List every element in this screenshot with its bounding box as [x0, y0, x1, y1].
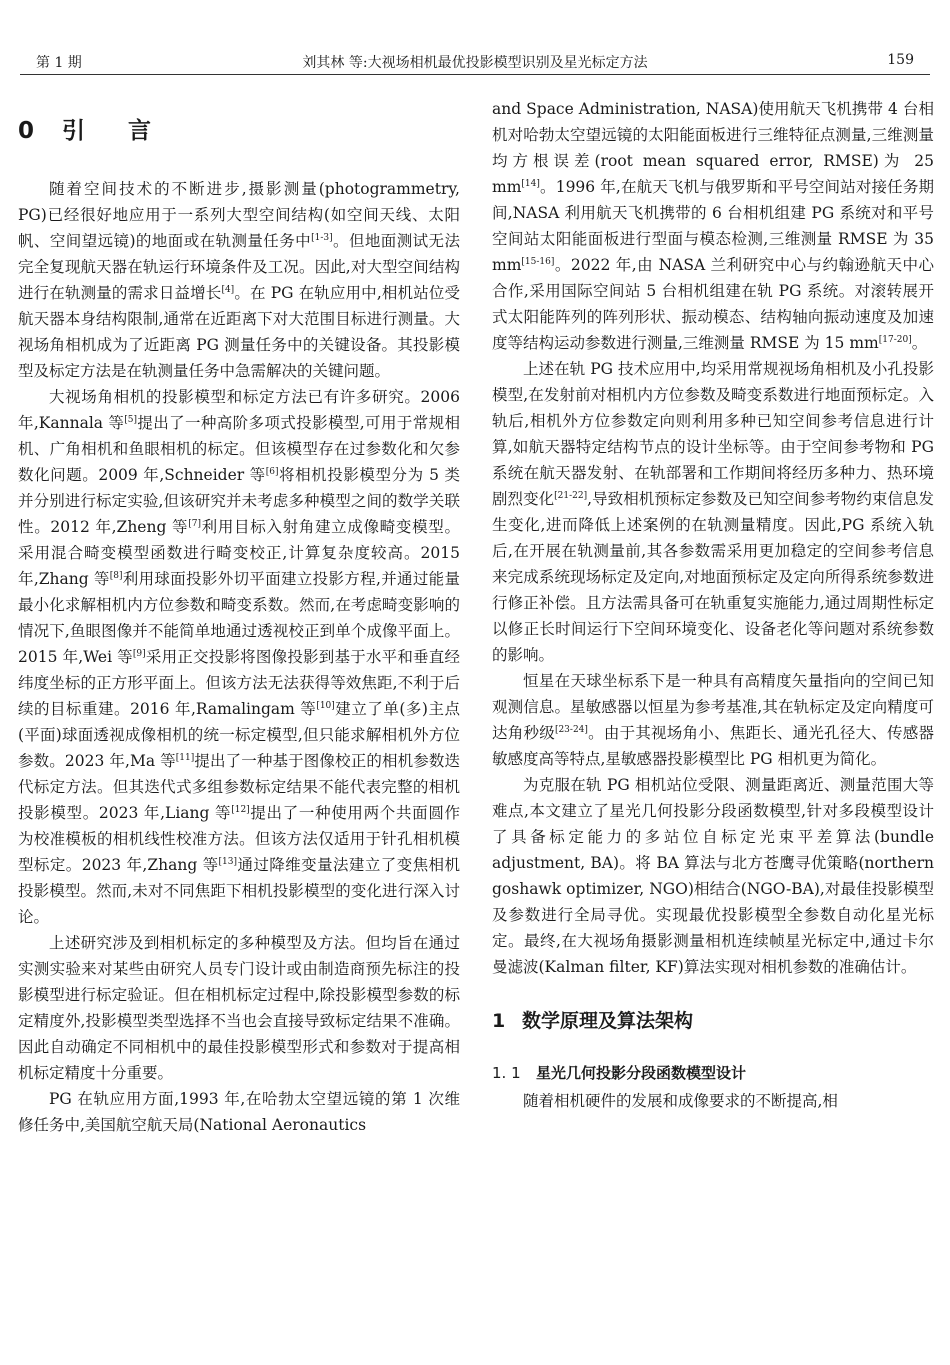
citation: [17-20] [878, 335, 912, 345]
text-run: 。 [911, 334, 928, 352]
text-run: 采用正交投影将图像投影到基于水平和垂直经纬度坐标的正方形平面上。但该方法无法获得等效焦距,不利于后续的目标重建。2016 年,Ramalingam 等 [18, 648, 460, 718]
page-number: 159 [887, 52, 914, 68]
issue-number: 第 1 期 [36, 55, 82, 71]
text-run: 。由于其视场角小、焦距长、通光孔径大、传感器敏感度高等特点,星敏感器投影模型比 PG 相机更为简化。 [492, 724, 934, 768]
citation: [10] [316, 701, 335, 711]
text-run: 利用球面投影外切平面建立投影方程,并通过能量最小化求解相机内方位参数和畸变系数。然而,在考虑畸变影响的情况下,鱼眼图像并不能简单地通过透视校正到单个成像平面上。2015 年,Wei 等 [18, 570, 460, 666]
paragraph-intro-6 [492, 668, 934, 772]
paragraph-intro-1 [18, 176, 460, 384]
paragraph-intro-2 [18, 384, 460, 930]
citation: [15-16] [521, 257, 555, 267]
citation: [23-24] [554, 725, 588, 735]
left-column [18, 96, 460, 1138]
paragraph-intro-3: 上述研究涉及到相机标定的多种模型及方法。但均旨在通过实测实验来对某些由研究人员专门设计或由制造商预先标注的投影模型进行标定验证。但在相机标定过程中,除投影模型参数的标定精度外,投影模型类型选择不当也会直接导致标定结果不准确。因此自动确定不同相机中的最佳投影模型形式和参数对于提高相机标定精度十分重要。 [18, 934, 460, 1082]
paragraph-intro-5 [492, 356, 934, 668]
text-run: 提出了一种使用两个共面圆作为校准模板的相机线性校准方法。但该方法仅适用于针孔相机模型标定。2023 年,Zhang 等 [18, 804, 460, 874]
text-run: and Space Administration, NASA)使用航天飞机携带 4 台相机对哈勃太空望远镜的太阳能面板进行三维特征点测量,三维测量均方根误差(root mean squared error, RMSE)为 25 mm [492, 100, 934, 196]
subsection-heading-1-1 [492, 1060, 934, 1086]
text-run: 。2022 年,由 NASA 兰利研究中心与约翰逊航天中心合作,采用国际空间站 5 台相机组建在轨 PG 系统。对滚转展开式太阳能阵列的阵列形状、振动模态、结构轴向振动速度及加速度等结构运动参数进行测量,三维测量 RMSE 为 15 mm [492, 256, 934, 352]
citation: [13] [218, 857, 238, 867]
section-number: 0 [18, 118, 35, 144]
citation: [12] [231, 805, 250, 815]
right-column [492, 96, 934, 1114]
text-run: 利用目标入射角建立成像畸变模型。采用混合畸变模型函数进行畸变校正,计算复杂度较高。2015 年,Zhang 等 [18, 518, 460, 588]
citation: [7] [188, 519, 201, 529]
text-run: 建立了单(多)主点(平面)球面透视成像相机的统一标定模型,但只能求解相机外方位参数。2023 年,Ma 等 [18, 700, 460, 770]
text-run: 将相机投影模型分为 5 类并分别进行标定实验,但该研究并未考虑多种模型之间的数学关联性。2012 年,Zheng 等 [18, 466, 460, 536]
text-run: 提出了一种基于图像校正的相机参数迭代标定方法。但其迭代式多组参数标定结果不能代表完整的相机投影模型。2023 年,Liang 等 [18, 752, 460, 822]
text-run: 提出了一种高阶多项式投影模型,可用于常规相机、广角相机和鱼眼相机的标定。但该模型存在过参数化和欠参数化问题。2009 年,Schneider 等 [18, 414, 460, 484]
citation: [14] [521, 179, 540, 189]
section-number: 1 [492, 1010, 506, 1032]
citation: [11] [175, 753, 195, 763]
text-run: 。在 PG 在轨应用中,相机站位受航天器本身结构限制,通常在近距离下对大范围目标进行测量。大视场角相机成为了近距离 PG 测量任务中的关键设备。其投影模型及标定方法是在轨测量任务中急需解决的关键问题。 [18, 284, 460, 380]
subsection-title: 星光几何投影分段函数模型设计 [536, 1064, 747, 1082]
text-run: 通过降维变量法建立了变焦相机投影模型。然而,未对不同焦距下相机投影模型的变化进行深入讨论。 [18, 856, 460, 926]
text-run: 上述在轨 PG 技术应用中,均采用常规视场角相机及小孔投影模型,在发射前对相机内方位参数及畸变系数进行地面预标定。入轨后,相机外方位参数定向则利用多种已知空间参考信息进行计算,如航天器特定结构节点的设计坐标等。由于空间参考物和 PG 系统在航天器发射、在轨部署和工作期间将经历多种力、热环境剧烈变化 [492, 360, 934, 508]
running-header [0, 0, 950, 72]
citation: [6] [265, 467, 279, 477]
citation: [21-22] [554, 491, 588, 501]
paragraph-intro-4-continued [492, 96, 934, 356]
section-title-char-2: 言 [128, 118, 151, 144]
citation: [8] [109, 571, 123, 581]
text-run: 大视场角相机的投影模型和标定方法已有许多研究。2006 年,Kannala 等 [18, 388, 460, 432]
running-title: 刘其林 等:大视场相机最优投影模型识别及星光标定方法 [302, 55, 648, 71]
citation: [4] [221, 285, 235, 295]
section-title: 数学原理及算法架构 [522, 1010, 694, 1032]
text-run: 。1996 年,在航天飞机与俄罗斯和平号空间站对接任务期间,NASA 利用航天飞机携带的 6 台相机组建 PG 系统对和平号空间站太阳能面板进行型面与模态检测,三维测量 RMSE 为 35 mm [492, 178, 934, 274]
section-heading-introduction [18, 118, 460, 144]
text-run: 恒星在天球坐标系下是一种具有高精度矢量指向的空间已知观测信息。星敏感器以恒星为参考基准,其在轨标定及定向精度可达角秒级 [492, 672, 934, 742]
paragraph-1-1: 随着相机硬件的发展和成像要求的不断提高,相 [523, 1092, 838, 1110]
paragraph-intro-4: PG 在轨应用方面,1993 年,在哈勃太空望远镜的第 1 次维修任务中,美国航空航天局(National Aeronautics [18, 1090, 460, 1134]
text-run: 随着空间技术的不断进步,摄影测量(photogrammetry, PG)已经很好地应用于一系列大型空间结构(如空间天线、太阳帆、空间望远镜)的地面或在轨测量任务中 [18, 180, 460, 250]
citation: [5] [124, 415, 137, 425]
header-rule [20, 74, 930, 75]
subsection-number: 1. 1 [492, 1064, 521, 1082]
citation: [9] [132, 649, 146, 659]
section-title-char-1: 引 [62, 118, 85, 144]
paragraph-intro-7: 为克服在轨 PG 相机站位受限、测量距离近、测量范围大等难点,本文建立了星光几何投影分段函数模型,针对多段模型设计了具备标定能力的多站位自标定光束平差算法(bundle adjustment, BA)。将 BA 算法与北方苍鹰寻优策略(northern goshawk optimizer, NGO)相结合(NGO-BA),对最佳投影模型及参数进行全局寻优。实现最优投影模型全参数自动化星光标定。最终,在大视场角摄影测量相机连续帧星光标定中,通过卡尔曼滤波(Kalman filter, KF)算法实现对相机参数的准确估计。 [492, 776, 934, 976]
text-run: 。但地面测试无法完全复现航天器在轨运行环境条件及工况。因此,对大型空间结构进行在轨测量的需求日益增长 [18, 232, 460, 302]
text-run: ,导致相机预标定参数及已知空间参考物约束信息发生变化,进而降低上述案例的在轨测量精度。因此,PG 系统入轨后,在开展在轨测量前,其各参数需采用更加稳定的空间参考信息来完成系统现场标定及定向,对地面预标定及定向所得系统参数进行修正补偿。且方法需具备可在轨重复实施能力,通过周期性标定以修正长时间运行下空间环境变化、设备老化等问题对系统参数的影响。 [492, 490, 934, 664]
section-heading-1 [492, 1008, 934, 1034]
citation: [1-3] [311, 233, 333, 243]
